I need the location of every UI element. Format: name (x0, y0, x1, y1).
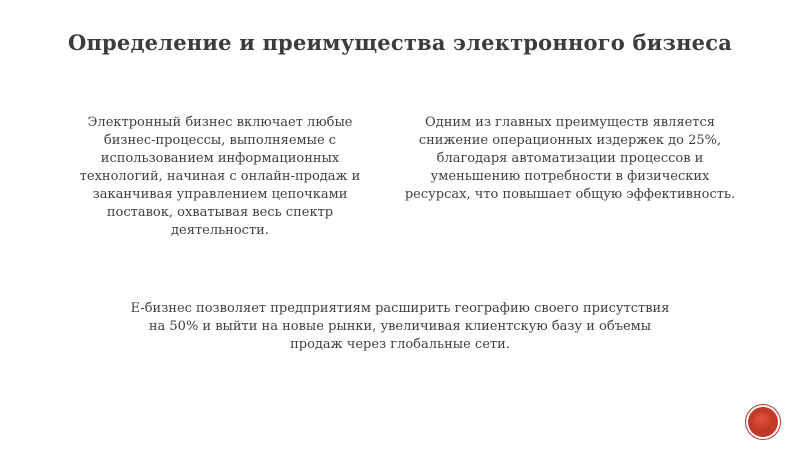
right-text-block: Одним из главных преимуществ является снижение операционных издержек до 25%, благодаря автоматизации процессов и уменьшению потребности в физических ресурсах, что повышает общую эффективность. (404, 115, 736, 202)
circle-button-icon[interactable] (748, 407, 778, 437)
slide-title: Определение и преимущества электронного бизнеса (67, 30, 733, 55)
left-text-block: Электронный бизнес включает любые бизнес-процессы, выполняемые с использованием информационных технологий, начиная с онлайн-продаж и заканчивая управлением цепочками поставок, охватывая весь спектр деятельности. (79, 115, 361, 238)
bottom-text-block: E-бизнес позволяет предприятиям расширить географию своего присутствия на 50% и выйти на новые рынки, увеличивая клиентскую базу и объемы продаж через глобальные сети. (130, 301, 670, 352)
circle-button-inner (753, 412, 773, 432)
